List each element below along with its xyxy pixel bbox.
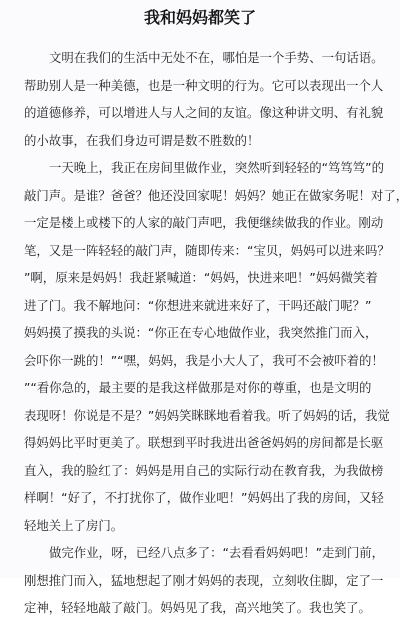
text-line: 刚想推门而入，猛地想起了刚才妈妈的表现，立刻收住脚，定了一 (24, 572, 384, 588)
text-line: 直入，我的脸红了：妈妈是用自己的实际行动在教育我，为我做榜 (24, 462, 384, 478)
text-line: 定神，轻轻地敲了敲门。妈妈见了我，高兴地笑了。我也笑了。 (24, 600, 371, 615)
text-line: ”啊，原来是妈妈！我赶紧喊道：“妈妈，快进来吧！”妈妈微笑着 (24, 270, 378, 285)
text-line: 笔，又是一阵轻轻的敲门声，随即传来：“宝贝，妈妈可以进来吗？ (24, 242, 390, 258)
text-line: 的小故事，在我们身边可谓是数不胜数的！ (24, 132, 260, 148)
text-line: 帮助别人是一种美德，也是一种文明的行为。它可以表现出一个人 (24, 77, 384, 93)
document-body (24, 44, 408, 622)
text-line: 表现呀！你说是不是？”妈妈笑眯眯地看着我。听了妈妈的话，我觉 (24, 407, 390, 423)
text-line: 轻地关上了房门。 (24, 517, 124, 533)
text-line: 妈妈摸了摸我的头说：“你正在专心地做作业，我突然推门而入， (24, 325, 378, 340)
text-line: 一天晚上，我正在房间里做作业，突然听到轻轻的“笃笃笃”的 (49, 160, 384, 175)
text-line: 会吓你一跳的！”“嘿，妈妈，我是小大人了，我可不会被吓着的！ (24, 352, 384, 368)
text-line: 文明在我们的生活中无处不在，哪怕是一个手势、一句话语。 (49, 50, 384, 65)
text-line: 敲门声。是谁？爸爸？他还没回家呢！妈妈？她正在做家务呢！对了， (24, 187, 408, 203)
text-line: 做完作业，呀，已经八点多了：“去看看妈妈吧！”走到门前， (49, 545, 384, 560)
document-title: 我和妈妈都笑了 (143, 8, 256, 27)
text-line: ”“看你急的，最主要的是我这样做那是对你的尊重，也是文明的 (24, 380, 372, 395)
text-line: 进了门。我不解地问：“你想进来就进来好了，干吗还敲门呢？” (24, 297, 372, 313)
text-line: 的道德修养，可以增进人与人之间的友谊。像这种讲文明、有礼貌 (24, 105, 384, 120)
text-line: 得妈妈比平时更美了。联想到平时我进出爸爸妈妈的房间都是长驱 (24, 435, 384, 450)
text-line: 一定是楼上或楼下的人家的敲门声吧，我便继续做我的作业。刚动 (24, 215, 384, 230)
text-line: 样啊！“好了，不打扰你了，做作业吧！”妈妈出了我的房间，又轻 (24, 490, 384, 505)
